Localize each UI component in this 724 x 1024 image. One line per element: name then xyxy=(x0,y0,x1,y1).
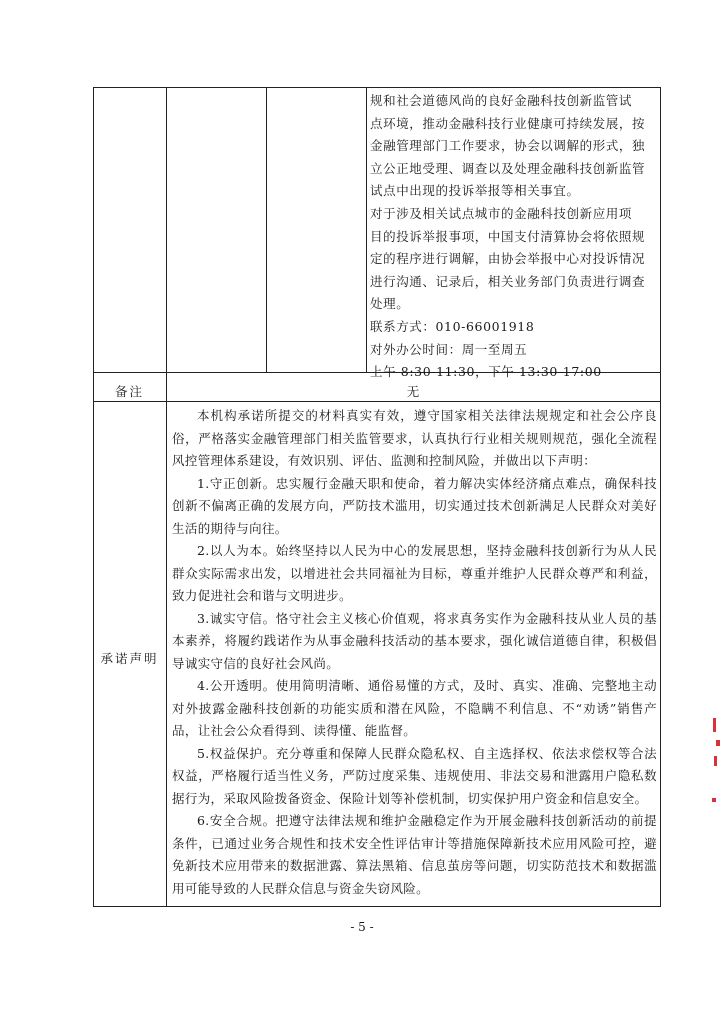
table-top-border xyxy=(93,87,661,88)
pledge-statement xyxy=(172,405,657,900)
table-row-divider xyxy=(93,401,661,402)
table-column-divider xyxy=(266,87,267,372)
pledge-item: 3.诚实守信。恪守社会主义核心价值观，将求真务实作为金融科技从业人员的基本素养，将履约践诺作为从事金融科技活动的基本要求，强化诚信道德自律，积极倡导诚实守信的良好社会风尚。 xyxy=(172,610,657,671)
pledge-item: 6.安全合规。把遵守法律法规和维护金融稳定作为开展金融科技创新活动的前提条件，已通过业务合规性和技术安全性评估审计等措施保障新技术应用风险可控，避免新技术应用带来的数据泄露、算法黑箱、信息茧房等问题，切实防范技术和数据滥用可能导致的人民群众信息与资金失窃风险。 xyxy=(172,813,657,896)
text-line: 点环境，推动金融科技行业健康可持续发展，按 xyxy=(370,115,646,131)
text-line: 处理。 xyxy=(370,296,410,312)
office-hours: 上午 8:30-11:30，下午 13:30-17:00 xyxy=(370,364,602,380)
text-line: 进行沟通、记录后，相关业务部门负责进行调查 xyxy=(370,273,646,289)
seal-fragment xyxy=(714,756,717,766)
table-left-border xyxy=(93,87,94,907)
text-line: 对于涉及相关试点城市的金融科技创新应用项 xyxy=(370,205,633,221)
text-line: 定的程序进行调解，由协会举报中心对投诉情况 xyxy=(370,251,646,267)
pledge-item: 2.以人为本。始终坚持以人民为中心的发展思想，坚持金融科技创新行为从人民群众实际需求出发，以增进社会共同福祉为目标，尊重并维护人民群众尊严和利益，致力促进社会和谐与文明进步。 xyxy=(172,543,657,603)
table-bottom-border xyxy=(93,906,661,907)
table-column-divider xyxy=(366,87,367,372)
pledge-item: 4.公开透明。使用简明清晰、通俗易懂的方式，及时、真实、准确、完整地主动对外披露金融科技创新的功能实质和潜在风险，不隐瞒不利信息、不“劝诱”销售产品，让社会公众看得到、读得懂、能监督。 xyxy=(172,678,657,738)
pledge-item: 1.守正创新。忠实履行金融天职和使命，着力解决实体经济痛点难点，确保科技创新不偏离正确的发展方向，严防技术滥用，切实通过技术创新满足人民群众对美好生活的期待与向往。 xyxy=(172,475,657,536)
remarks-value: 无 xyxy=(406,384,420,399)
text-line: 目的投诉举报事项，中国支付清算协会将依照规 xyxy=(370,228,646,244)
complaint-handling-text xyxy=(370,90,660,384)
office-days: 对外办公时间：周一至周五 xyxy=(370,341,528,357)
text-line: 试点中出现的投诉举报等相关事宜。 xyxy=(370,183,580,199)
seal-fragment xyxy=(712,798,716,802)
contact-phone: 联系方式：010-66001918 xyxy=(370,318,535,334)
table-right-border xyxy=(660,87,661,907)
seal-fragment xyxy=(716,740,720,746)
seal-fragment xyxy=(713,718,716,732)
page-number: - 5 - xyxy=(350,920,374,934)
pledge-intro: 本机构承诺所提交的材料真实有效，遵守国家相关法律法规规定和社会公序良俗，严格落实金融管理部门相关监管要求，认真执行行业相关规则规范，强化全流程风控管理体系建设，有效识别、评估、监测和控制风险，并做出以下声明： xyxy=(172,408,657,468)
text-line: 金融管理部门工作要求，协会以调解的形式，独 xyxy=(370,138,646,154)
pledge-label: 承诺声明 xyxy=(100,651,159,666)
text-line: 立公正地受理、调查以及处理金融科技创新监管 xyxy=(370,160,646,176)
pledge-item: 5.权益保护。充分尊重和保障人民群众隐私权、自主选择权、依法求偿权等合法权益，严格履行适当性义务，严防过度采集、违规使用、非法交易和泄露用户隐私数据行为，采取风险拨备资金、保险计划等补偿机制，切实保护用户资金和信息安全。 xyxy=(172,745,657,806)
text-line: 规和社会道德风尚的良好金融科技创新监管试 xyxy=(370,93,633,108)
table-column-divider xyxy=(166,87,167,907)
remarks-label: 备注 xyxy=(114,384,144,399)
